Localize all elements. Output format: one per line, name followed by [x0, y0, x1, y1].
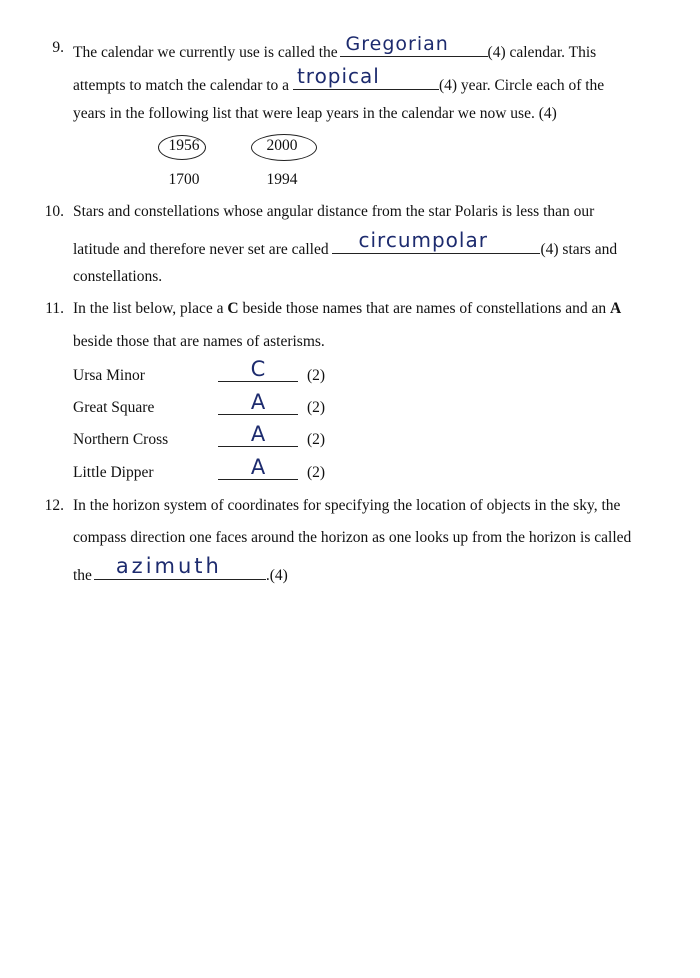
item-great-square: Great Square: [73, 399, 155, 416]
question-10-number: 10.: [44, 203, 64, 220]
q9-handwritten-answer-1: Gregorian: [345, 33, 449, 55]
q11-bold-c: C: [227, 300, 239, 317]
question-12-number: 12.: [44, 497, 64, 514]
year-1700[interactable]: 1700: [168, 171, 200, 188]
handwritten-a: A: [250, 455, 266, 479]
answer-blank-little-dipper[interactable]: [218, 455, 298, 480]
question-9-number: 9.: [52, 39, 64, 56]
q10-text-2a: latitude and therefore never set are called: [73, 241, 329, 258]
handwritten-a: A: [250, 390, 266, 414]
answer-blank-ursa-minor[interactable]: [218, 357, 298, 382]
points-great-square: (2): [307, 399, 326, 416]
year-1994[interactable]: 1994: [266, 171, 298, 188]
q9-answer-blank-2[interactable]: [293, 64, 439, 90]
q9-text-2a: attempts to match the calendar to a: [73, 77, 290, 94]
q9-handwritten-answer-2: tropical: [296, 64, 380, 88]
question-10-line-1: Stars and constellations whose angular distance from the star Polaris is less than our: [73, 203, 595, 220]
q10-answer-blank[interactable]: [332, 228, 540, 254]
item-ursa-minor: Ursa Minor: [73, 367, 145, 384]
q9-text-2b: (4) year. Circle each of the: [438, 77, 605, 94]
year-1956[interactable]: 1956: [168, 137, 200, 154]
question-10-line-3: constellations.: [73, 268, 163, 285]
handwritten-c: C: [250, 357, 266, 381]
question-11-number: 11.: [45, 300, 64, 317]
item-northern-cross: Northern Cross: [73, 431, 169, 448]
question-11-line-1: [73, 300, 621, 318]
q11-bold-a: A: [610, 300, 622, 317]
points-ursa-minor: (2): [307, 367, 326, 384]
points-little-dipper: (2): [307, 464, 326, 481]
q11-text-1a: In the list below, place a: [73, 300, 224, 317]
question-12-line-3: [73, 554, 288, 585]
question-12-line-2: compass direction one faces around the horizon as one looks up from the horizon is called: [73, 529, 632, 546]
question-12-line-1: In the horizon system of coordinates for specifying the location of objects in the sky, the: [73, 497, 621, 514]
q12-handwritten-answer: azimuth: [115, 554, 222, 578]
answer-blank-great-square[interactable]: [218, 390, 298, 415]
question-9-line-1: [73, 33, 597, 62]
q9-text-1a: The calendar we currently use is called the: [73, 44, 338, 61]
q11-text-1b: beside those names that are names of constellations and an: [242, 300, 607, 317]
q9-text-1b: (4) calendar. This: [487, 44, 597, 61]
q9-answer-blank-1[interactable]: [340, 33, 488, 57]
item-little-dipper: Little Dipper: [73, 464, 154, 481]
q10-handwritten-answer: circumpolar: [358, 228, 488, 252]
q10-text-2b: (4) stars and: [540, 241, 618, 258]
q12-text-3b: .(4): [265, 567, 288, 584]
q12-answer-blank[interactable]: [94, 554, 266, 580]
year-2000[interactable]: 2000: [266, 137, 298, 154]
question-10-line-2: [73, 228, 618, 259]
question-9-line-2: [73, 64, 605, 95]
points-northern-cross: (2): [307, 431, 326, 448]
handwritten-a: A: [250, 422, 266, 446]
q12-text-3a: the: [73, 567, 92, 584]
question-9-line-3: years in the following list that were leap years in the calendar we now use. (4): [73, 105, 557, 122]
question-11-line-2: beside those that are names of asterisms.: [73, 333, 325, 350]
answer-blank-northern-cross[interactable]: [218, 422, 298, 447]
